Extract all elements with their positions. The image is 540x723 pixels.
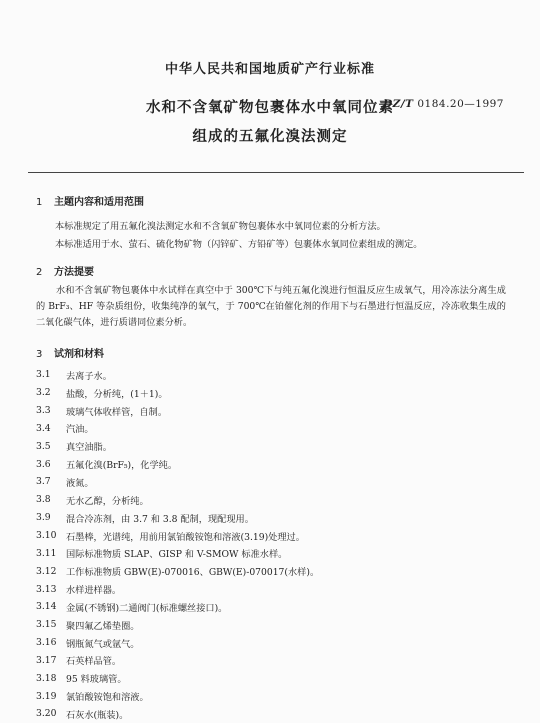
item-number: 3.10: [36, 530, 57, 542]
header-divider: [28, 172, 524, 173]
item-text: 玻璃气体收样管，自制。: [66, 406, 168, 418]
item-text: 无水乙醇，分析纯。: [66, 495, 149, 507]
document-title-line-2: 组成的五氟化溴法测定: [192, 129, 348, 145]
standard-code: [383, 98, 504, 110]
list-item: [36, 562, 516, 580]
standard-code-number: 0184.20—1997: [417, 98, 504, 110]
section-1-line-1: 本标准规定了用五氟化溴法测定水和不含氧矿物包裹体水中氧同位素的分析方法。: [55, 221, 386, 232]
item-number: 3.7: [36, 476, 51, 488]
item-text: 混合冷冻剂，由 3.7 和 3.8 配制，现配现用。: [66, 513, 254, 525]
list-item: [36, 437, 516, 455]
section-1-line-2: 本标准适用于水、萤石、硫化物矿物（闪锌矿、方铅矿等）包裹体水氧同位素组成的测定。: [55, 239, 423, 250]
item-text: 石英样品管。: [66, 656, 122, 668]
item-number: 3.8: [36, 494, 51, 506]
item-number: 3.9: [36, 512, 51, 524]
item-text: 盐酸，分析纯，(1＋1)。: [66, 388, 168, 400]
item-text: 金属(不锈钢)二通阀门(标准螺丝接口)。: [66, 602, 228, 614]
section-1-title: 主题内容和适用范围: [54, 197, 144, 208]
section-3-title: 试剂和材料: [54, 349, 104, 360]
list-item: [36, 705, 516, 723]
section-1-number: 1: [36, 197, 43, 208]
item-text: 聚四氟乙烯垫圈。: [66, 620, 140, 632]
list-item: [36, 598, 516, 616]
item-number: 3.11: [36, 547, 57, 559]
item-text: 钢瓶氮气或氩气。: [66, 638, 140, 650]
item-number: 3.14: [36, 601, 57, 613]
standard-authority-header: 中华人民共和国地质矿产行业标准: [164, 62, 375, 77]
materials-list: [36, 366, 516, 723]
list-item: [36, 420, 516, 438]
item-number: 3.13: [36, 583, 57, 595]
list-item: [36, 384, 516, 402]
list-item: [36, 491, 516, 509]
standard-code-prefix: DZ/T: [383, 98, 414, 110]
item-number: 3.2: [36, 387, 51, 399]
list-item: [36, 509, 516, 527]
section-2-paragraph: 水和不含氧矿物包裹体中水试样在真空中于 300℃下与纯五氟化溴进行恒温反应生成氧气，用冷冻法分离生成的 BrF₃、HF 等杂质组份，收集纯净的氧气，于 700℃在铂催化剂的作用下与石墨进行恒温反应，冷冻收集生成的二氧化碳气体，进行质谱同位素分析。: [36, 285, 506, 328]
list-item: [36, 527, 516, 545]
item-text: 液氮。: [66, 477, 94, 489]
list-item: [36, 669, 516, 687]
list-item: [36, 402, 516, 420]
item-number: 3.4: [36, 422, 51, 434]
item-text: 真空油脂。: [66, 442, 112, 454]
item-number: 3.20: [36, 708, 57, 720]
item-number: 3.3: [36, 405, 51, 417]
section-3-number: 3: [36, 349, 43, 360]
section-1-heading: [36, 193, 144, 208]
item-number: 3.1: [36, 369, 51, 381]
document-title-line-1: 水和不含氧矿物包裹体水中氧同位素: [146, 100, 394, 116]
item-number: 3.15: [36, 619, 57, 631]
list-item: [36, 687, 516, 705]
item-text: 氯铂酸铵饱和溶液。: [66, 692, 149, 704]
section-3-heading: [36, 345, 104, 360]
list-item: [36, 652, 516, 670]
item-number: 3.18: [36, 672, 57, 684]
item-number: 3.16: [36, 637, 57, 649]
section-2-title: 方法提要: [54, 267, 94, 278]
item-number: 3.6: [36, 458, 51, 470]
list-item: [36, 634, 516, 652]
item-text: 95 料玻璃管。: [66, 674, 127, 686]
list-item: [36, 455, 516, 473]
item-text: 石墨棒，光谱纯，用前用氯铂酸铵饱和溶液(3.19)处理过。: [66, 531, 305, 543]
section-2-number: 2: [36, 267, 43, 278]
item-number: 3.17: [36, 654, 57, 666]
list-item: [36, 473, 516, 491]
item-number: 3.19: [36, 690, 57, 702]
item-number: 3.5: [36, 440, 51, 452]
item-text: 去离子水。: [66, 370, 112, 382]
item-text: 五氟化溴(BrF₅)，化学纯。: [66, 460, 178, 472]
item-text: 石灰水(瓶装)。: [66, 709, 129, 721]
item-text: 汽油。: [66, 424, 94, 436]
item-text: 国际标准物质 SLAP、GISP 和 V-SMOW 标准水样。: [66, 549, 288, 561]
item-text: 工作标准物质 GBW(E)-070016、GBW(E)-070017(水样)。: [66, 567, 320, 579]
item-text: 水样进样器。: [66, 585, 122, 597]
list-item: [36, 616, 516, 634]
list-item: [36, 366, 516, 384]
list-item: [36, 580, 516, 598]
list-item: [36, 544, 516, 562]
section-2-heading: [36, 263, 94, 278]
item-number: 3.12: [36, 565, 57, 577]
